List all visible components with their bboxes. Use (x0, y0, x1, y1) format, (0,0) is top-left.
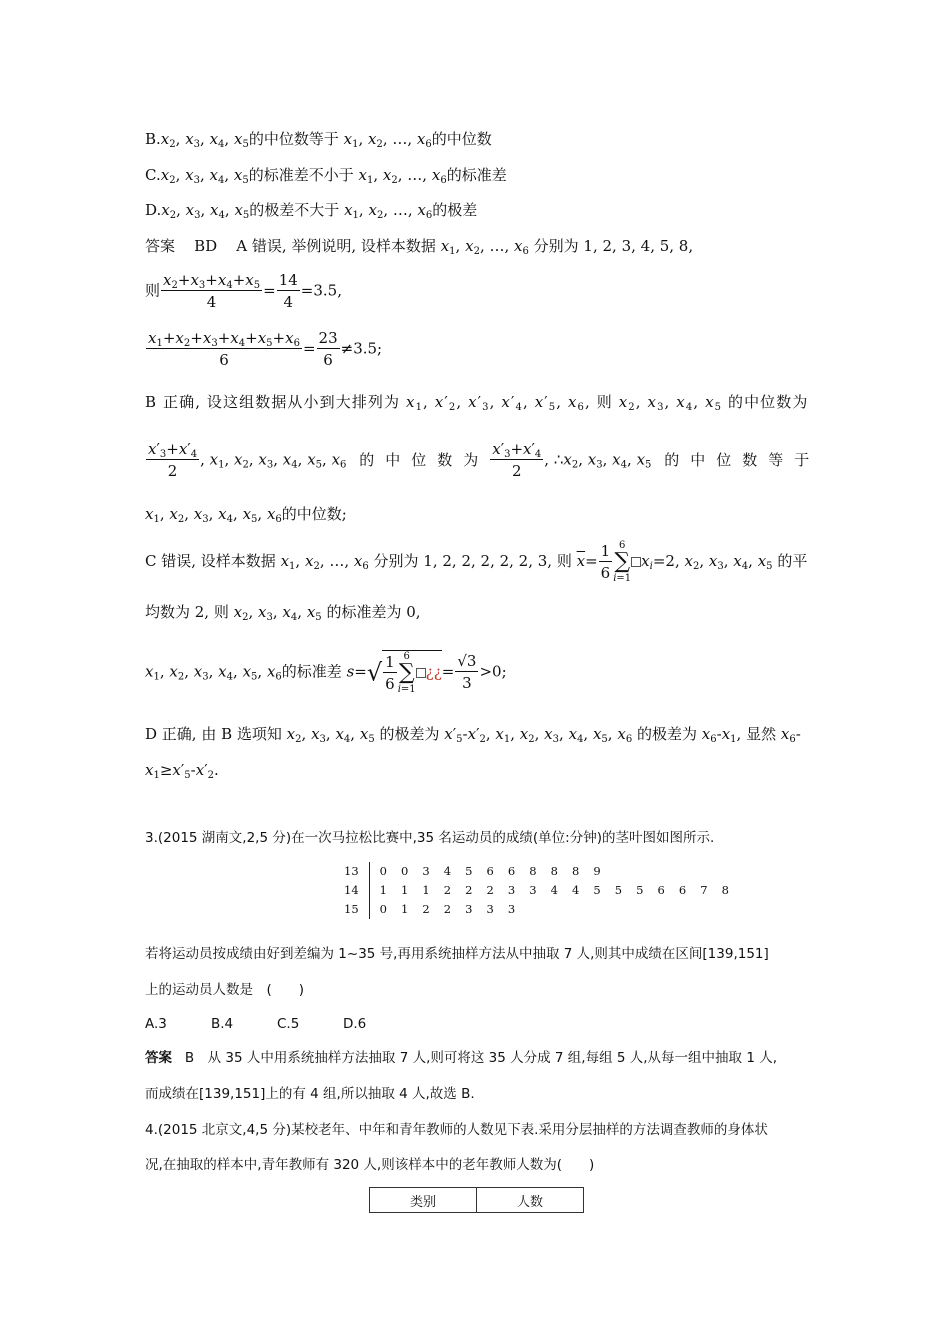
option-d: $D.x_2$, $x_3$, $x_4$, $x_5$的极差不大于 $x_1$, $x_2$, …, $x_6$的极差 (145, 201, 478, 221)
stem-row: 13 0 0 3 4 5 6 6 8 8 8 9 (338, 862, 740, 881)
stem-row: 14 1 1 1 2 2 2 3 3 4 4 5 5 5 6 6 7 8 (338, 881, 740, 900)
option-c: $C.x_2$, $x_3$, $x_4$, $x_5$的标准差不小于 $x_1$, $x_2$, …, $x_6$的标准差 (145, 166, 507, 186)
d-explanation-2: $x_1\ge x'_5-x'_2$. (145, 761, 219, 781)
table-header-row (370, 1188, 584, 1213)
q4-line2: 况,在抽取的样本中,青年教师有 320 人,则该样本中的老年教师人数为( ) (145, 1157, 595, 1173)
b-explanation: B 正确, 设这组数据从小到大排列为 $x_1$, $x'_2$, $x'_3$, $x'_4$, $x'_5$, $x_6$, 则 $x_2$, $x_3$, $x_4$, $x_5$ 的中位数为 (145, 393, 809, 413)
mean-equation-2: $\frac{x_1+x_2+x_3+x_4+x_5+x_6}{6}$ = $\frac{23}{6}$ ≠3.5; (148, 329, 383, 369)
q3-options: A.3 B.4 C.5 D.6 (145, 1016, 367, 1032)
std-line: $x_1$, $x_2$, $x_3$, $x_4$, $x_5$, $x_6$的标准差 s=√ $\frac{1}{6}$ 6 ∑ i=1¿¿= $\frac{√3}{3}$ >0; (145, 651, 507, 695)
c-explanation: C 错误, 设样本数据 $x_1$, $x_2$, …, $x_6$ 分别为 1, 2, 2, 2, 2, 2, 3, 则 $\overline{x}=$ $\frac{1}{6}$ 6 ∑ $i=1x_i=2$, $x_2$, $x_3$, $x_4$, $x_5$ 的平 (145, 540, 808, 584)
teacher-table (369, 1187, 584, 1213)
q4-line1: 4.(2015 北京文,4,5 分)某校老年、中年和青年教师的人数见下表.采用分层抽样的方法调查教师的身体状 (145, 1122, 768, 1138)
mean-equation-1: 则 $\frac{x_2+x_3+x_4+x_5}{4}$ = $\frac{14}{4}$ =3.5, (145, 271, 342, 311)
stem-row: 15 0 1 2 2 3 3 3 (338, 900, 740, 919)
option-b: $B.x_2$, $x_3$, $x_4$, $x_5$的中位数等于 $x_1$, $x_2$, …, $x_6$的中位数 (145, 130, 492, 150)
c-explanation-2: 均数为 2, 则 $x_2$, $x_3$, $x_4$, $x_5$ 的标准差为 0, (145, 603, 421, 623)
q3-answer-2: 而成绩在[139,151]上的有 4 组,所以抽取 4 人,故选 B. (145, 1086, 475, 1102)
q3-line1: 若将运动员按成绩由好到差编为 1~35 号,再用系统抽样方法从中抽取 7 人,则其中成绩在区间[139,151] (145, 946, 769, 962)
median-line-2: $x_1$, $x_2$, $x_3$, $x_4$, $x_5$, $x_6$的中位数; (145, 505, 347, 525)
answer-line: 答案 BD A 错误, 举例说明, 设样本数据 $x_1$, $x_2$, …, $x_6$ 分别为 1, 2, 3, 4, 5, 8, (145, 237, 694, 257)
q3-stem: 3.(2015 湖南文,2,5 分)在一次马拉松比赛中,35 名运动员的成绩(单位:分钟)的茎叶图如图所示. (145, 830, 715, 846)
table-header-count: 人数 (477, 1188, 584, 1213)
table-header-category: 类别 (370, 1188, 477, 1213)
q3-line2: 上的运动员人数是 ( ) (145, 982, 305, 998)
q3-answer: 答案 B 从 35 人中用系统抽样方法抽取 7 人,则可将这 35 人分成 7 组,每组 5 人,从每一组中抽取 1 人, (145, 1050, 778, 1066)
placeholder-box-icon (631, 557, 641, 567)
stem-leaf-plot (338, 862, 740, 919)
median-line: $\frac{x'_3+x'_4}{2}$ , $x_1$, $x_2$, $x_3$, $x_4$, $x_5$, $x_6$ 的中位数为 $\frac{x'_3+x'_4}{2}$ , $\therefore x_2$, $x_3$, $x_4$, $x_5$ 的中位数等于 (148, 440, 821, 480)
d-explanation: D 正确, 由 B 选项知 $x_2$, $x_3$, $x_4$, $x_5$ 的极差为 $x'_5-x'_2$, $x_1$, $x_2$, $x_3$, $x_4$, $x_5$, $x_6$ 的极差为 $x_6-x_1$, 显然 $x_6-$ (145, 725, 801, 745)
